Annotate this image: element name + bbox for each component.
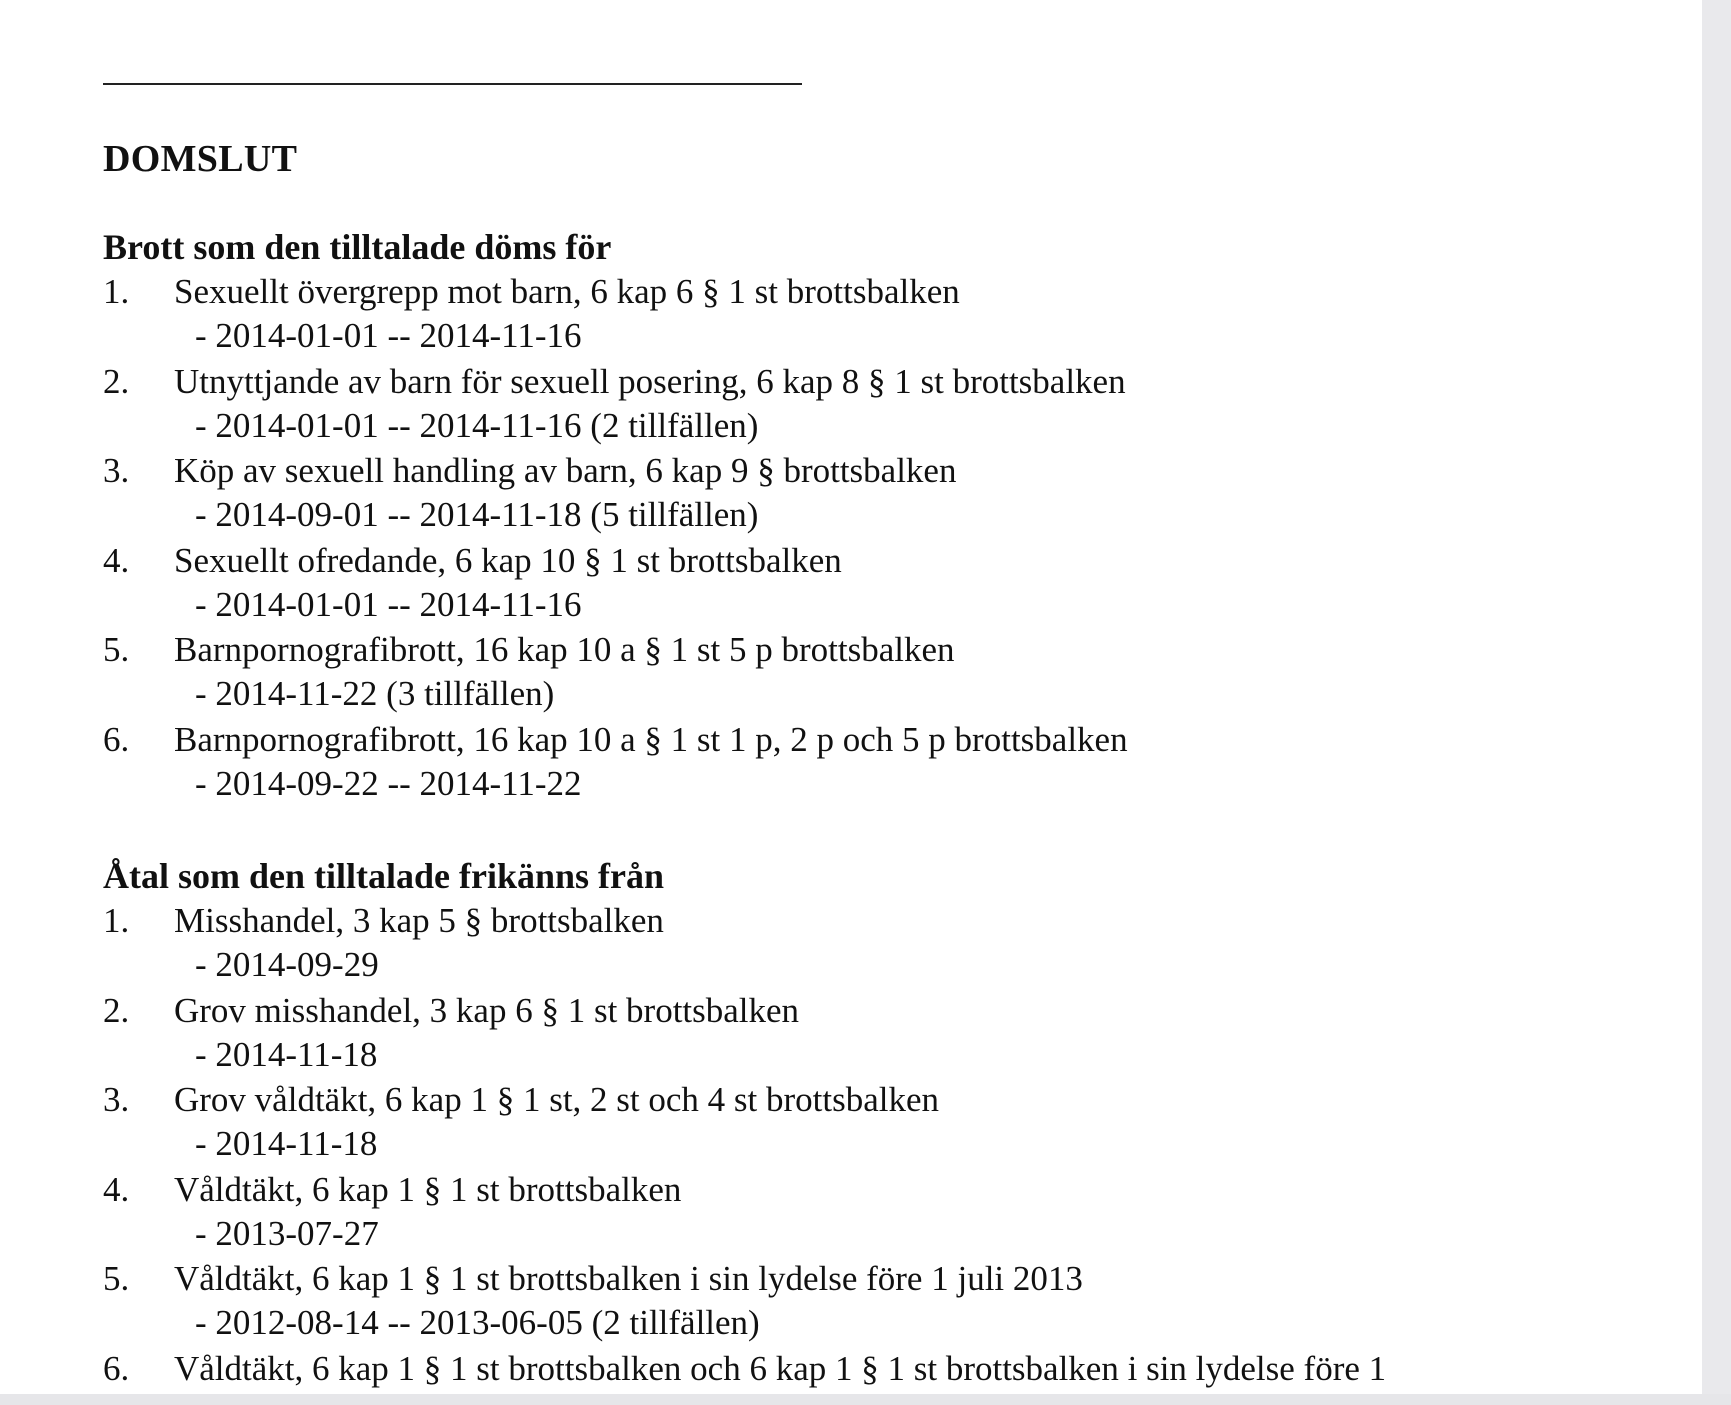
viewer-bottom-margin [0, 1394, 1731, 1405]
list-item [103, 1168, 1663, 1258]
item-number: 1. [103, 272, 130, 311]
item-text: Sexuellt övergrepp mot barn, 6 kap 6 § 1 st brottsbalken [174, 272, 960, 311]
list-item [103, 989, 1663, 1079]
item-text: Barnpornografibrott, 16 kap 10 a § 1 st 5 p brottsbalken [174, 630, 955, 669]
item-text: Grov våldtäkt, 6 kap 1 § 1 st, 2 st och 4 st brottsbalken [174, 1080, 940, 1119]
item-date: - 2014-09-29 [195, 945, 379, 984]
list-item [103, 899, 1663, 989]
item-date: - 2014-09-22 -- 2014-11-22 [195, 763, 582, 803]
item-number: 2. [103, 990, 130, 1030]
item-text: Våldtäkt, 6 kap 1 § 1 st brottsbalken och 6 kap 1 § 1 st brottsbalken i sin lydelse före 1 [174, 1348, 1387, 1388]
item-number: 5. [103, 1259, 130, 1298]
item-date: - 2014-01-01 -- 2014-11-16 [195, 316, 582, 355]
item-text: Sexuellt ofredande, 6 kap 10 § 1 st brottsbalken [174, 540, 842, 580]
item-number: 3. [103, 451, 130, 490]
horizontal-rule [103, 83, 802, 85]
item-number: 6. [103, 719, 130, 759]
item-number: 3. [103, 1080, 130, 1119]
item-number: 1. [103, 901, 130, 940]
list-item [103, 628, 1663, 718]
item-text: Misshandel, 3 kap 5 § brottsbalken [174, 901, 664, 940]
list-item [103, 270, 1663, 360]
item-date: - 2012-08-14 -- 2013-06-05 (2 tillfällen) [195, 1303, 760, 1342]
item-text: Barnpornografibrott, 16 kap 10 a § 1 st 1 p, 2 p och 5 p brottsbalken [174, 719, 1128, 759]
item-date: - 2013-07-27 [195, 1213, 379, 1253]
item-number: 2. [103, 361, 130, 401]
convictions-section [103, 224, 1663, 807]
item-date: - 2014-01-01 -- 2014-11-16 [195, 584, 582, 624]
item-date: - 2014-09-01 -- 2014-11-18 (5 tillfällen) [195, 495, 759, 534]
list-item [103, 1078, 1663, 1168]
item-number: 4. [103, 540, 130, 580]
list-item [103, 718, 1663, 808]
item-text: Utnyttjande av barn för sexuell posering, 6 kap 8 § 1 st brottsbalken [174, 361, 1126, 401]
item-text: Grov misshandel, 3 kap 6 § 1 st brottsbalken [174, 990, 800, 1030]
item-date: - 2014-11-18 [195, 1034, 378, 1074]
list-item [103, 1347, 1663, 1395]
list-item [103, 449, 1663, 539]
item-date: - 2014-11-22 (3 tillfällen) [195, 674, 555, 713]
item-text: Våldtäkt, 6 kap 1 § 1 st brottsbalken [174, 1169, 682, 1209]
acquittals-heading: Åtal som den tilltalade frikänns från [103, 856, 665, 896]
item-number: 6. [103, 1348, 130, 1388]
convictions-heading: Brott som den tilltalade döms för [103, 227, 612, 267]
acquittals-section [103, 853, 1663, 1394]
item-number: 4. [103, 1169, 130, 1209]
list-item [103, 539, 1663, 629]
list-item [103, 1257, 1663, 1347]
viewer-right-margin [1702, 0, 1731, 1405]
list-item [103, 360, 1663, 450]
item-date: - 2014-11-18 [195, 1124, 378, 1163]
document-title: DOMSLUT [103, 138, 298, 180]
item-text: Våldtäkt, 6 kap 1 § 1 st brottsbalken i sin lydelse före 1 juli 2013 [174, 1259, 1083, 1298]
item-number: 5. [103, 630, 130, 669]
item-text: Köp av sexuell handling av barn, 6 kap 9 § brottsbalken [174, 451, 957, 490]
item-date: - 2014-01-01 -- 2014-11-16 (2 tillfällen) [195, 405, 759, 445]
